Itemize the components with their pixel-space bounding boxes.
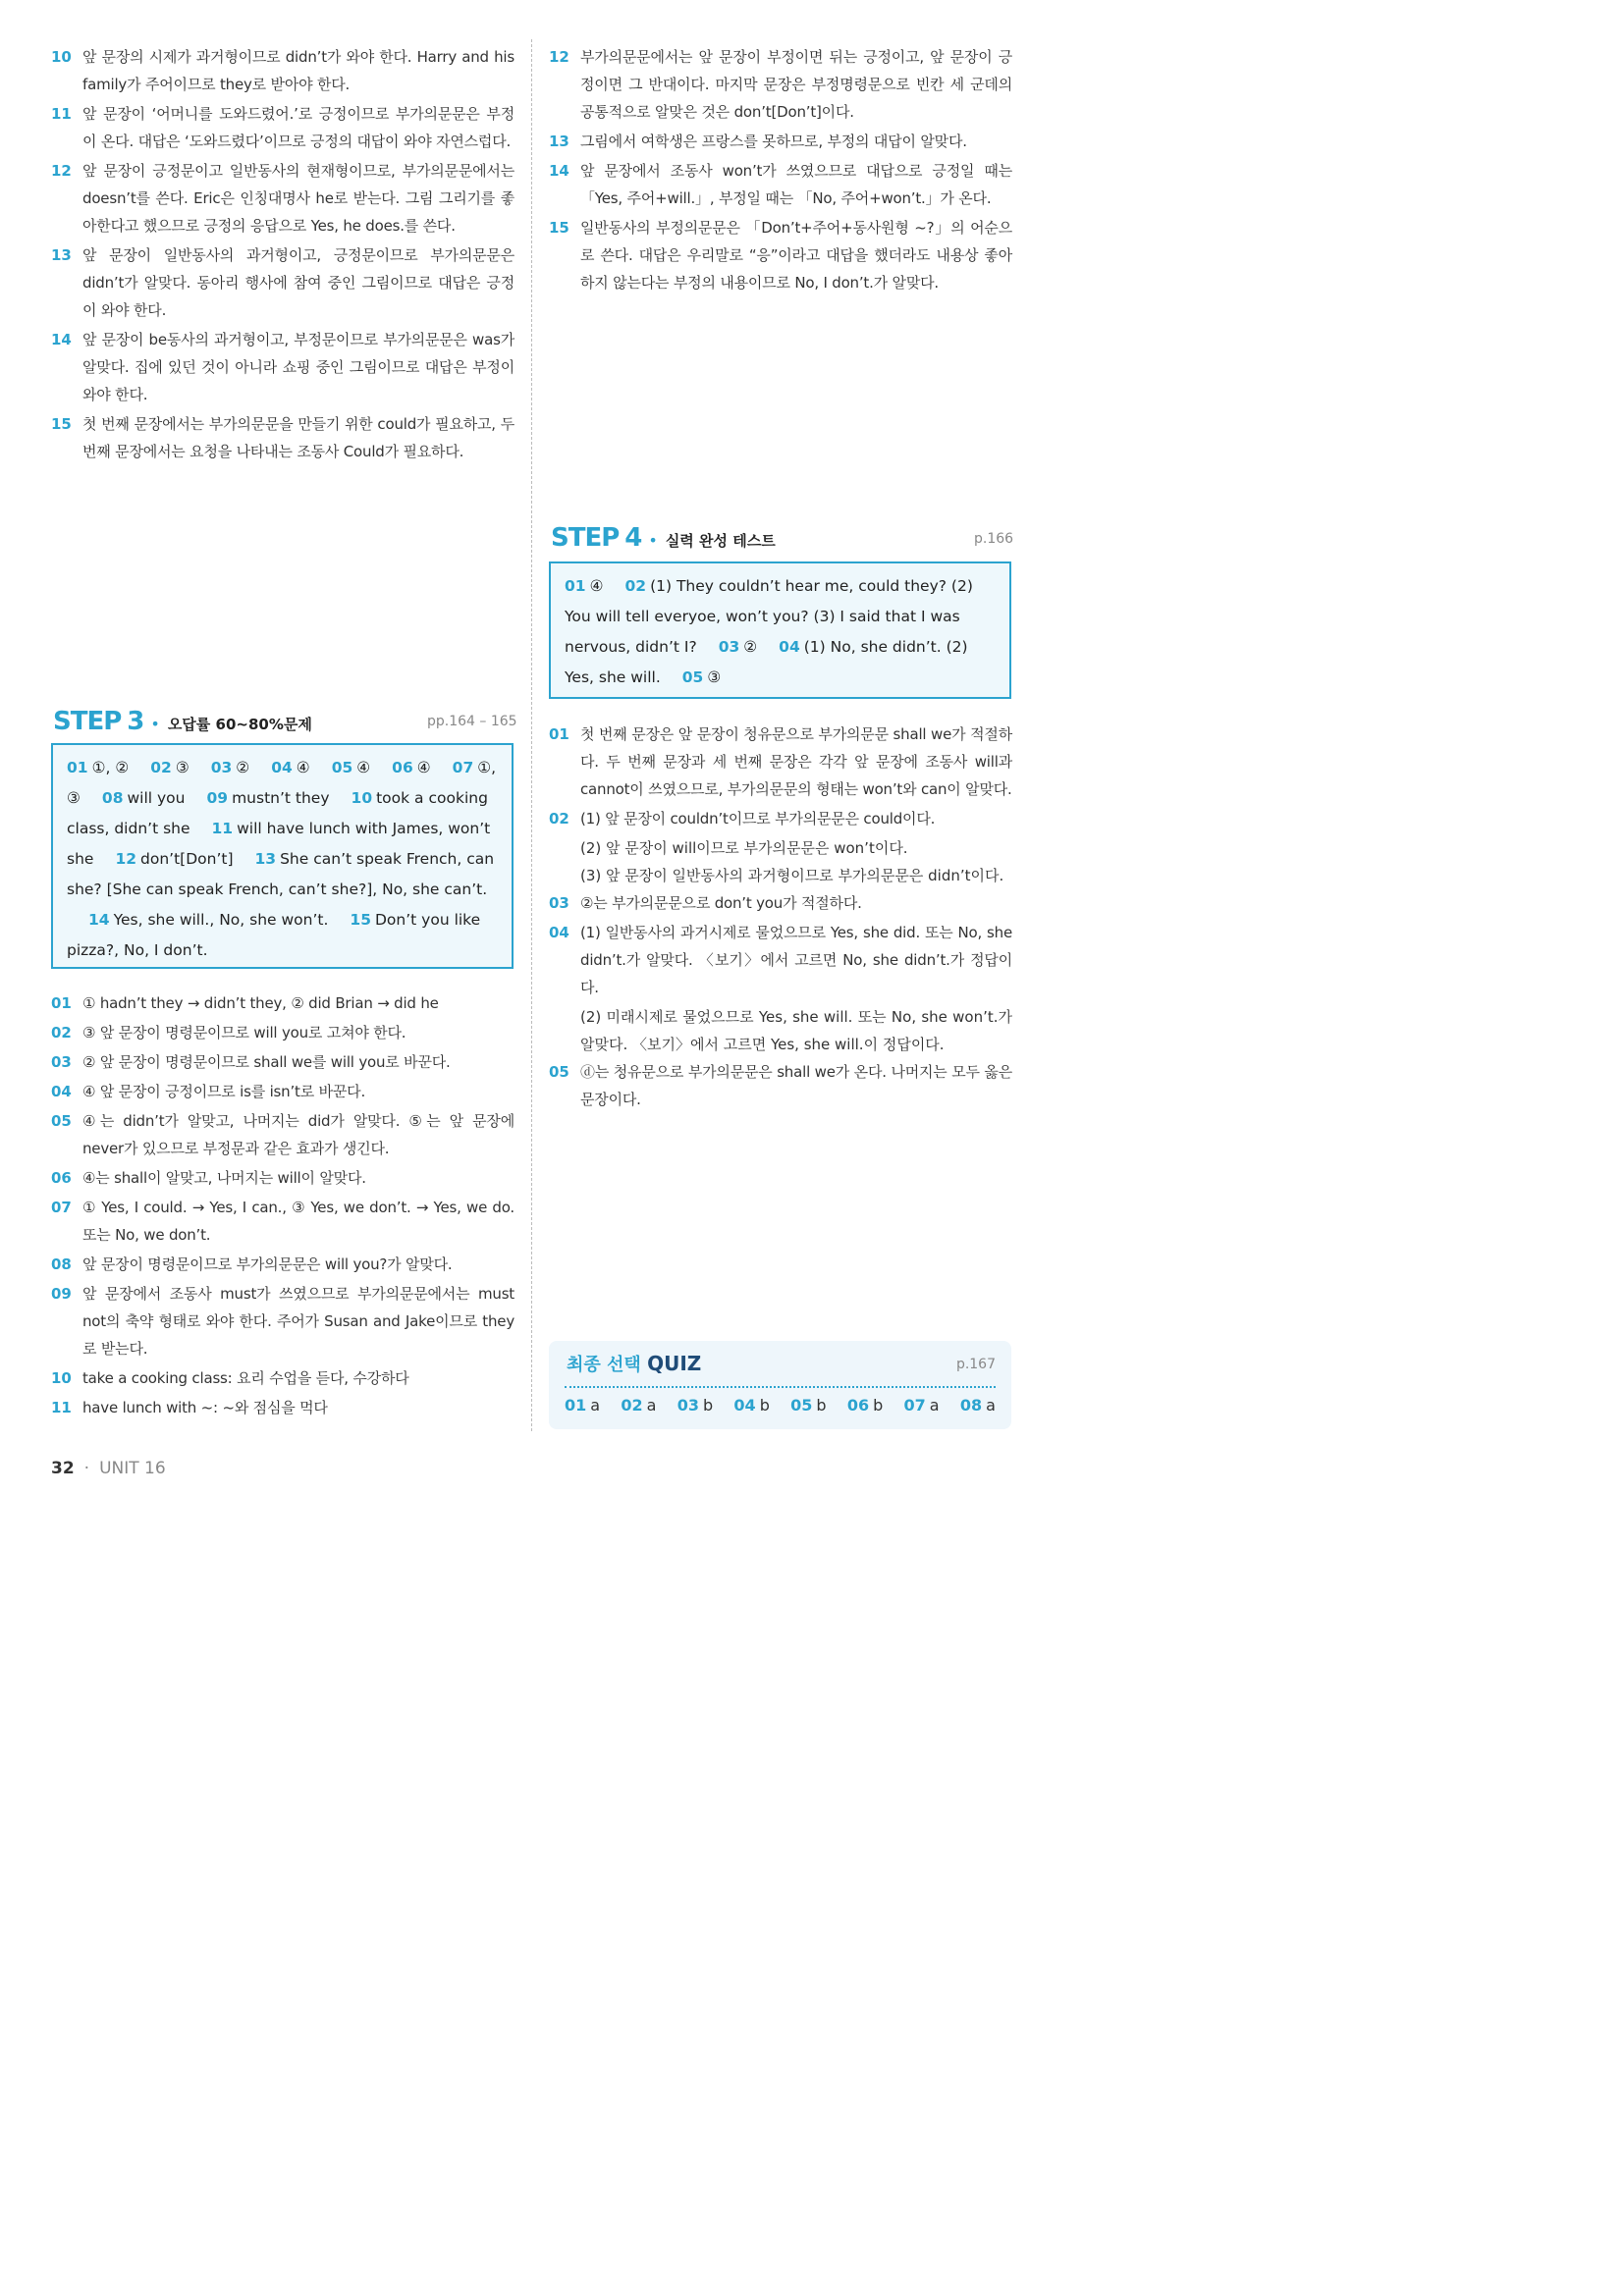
quiz-answer-number: 01 [565, 1396, 587, 1415]
answer-text: Yes, she will., No, she won’t. [113, 911, 329, 929]
item-number: 15 [51, 415, 72, 433]
item-text: ② 앞 문장이 명령문이므로 shall we를 will you로 바꾼다. [82, 1053, 451, 1071]
explanation-subitem [549, 834, 1012, 862]
answer-text: took a cooking class, didn’t she [67, 789, 488, 837]
item-text: 앞 문장이 ‘어머니를 도와드렸어.’로 긍정이므로 부가의문문은 부정이 온다. 대답은 ‘도와드렸다’이므로 긍정의 대답이 와야 자연스럽다. [82, 105, 514, 150]
answer-number: 10 [351, 789, 373, 807]
step4-header [551, 523, 776, 553]
answer-entry [115, 850, 233, 868]
answer-number: 01 [565, 577, 586, 595]
answer-number: 01 [67, 759, 88, 776]
item-text: ②는 부가의문문으로 don’t you가 적절하다. [580, 894, 862, 912]
step3-dot: • [150, 715, 160, 733]
answer-text: Don’t you like pizza?, No, I don’t. [67, 911, 481, 959]
answer-number: 03 [718, 638, 740, 656]
answer-text: ② [743, 638, 758, 656]
step4-subtitle: 실력 완성 테스트 [665, 532, 776, 550]
answer-number: 11 [211, 820, 234, 837]
item-number: 06 [51, 1169, 72, 1187]
answer-entry [207, 789, 330, 807]
column-divider [531, 39, 532, 1431]
explanation-item [51, 157, 514, 240]
answer-entry [392, 759, 430, 776]
subitem-text: (3) 앞 문장이 일반동사의 과거형이므로 부가의문문은 didn’t이다. [580, 867, 1004, 884]
item-text: 일반동사의 부정의문문은 「Don’t+주어+동사원형 ~?」의 어순으로 쓴다. 대답은 우리말로 “응”이라고 대답을 했더라도 내용상 좋아하지 않는다는 부정의 내용이므로 No, I don’t.가 알맞다. [580, 219, 1012, 292]
explanation-item [549, 43, 1012, 126]
answer-text: ④ [356, 759, 371, 776]
answer-number: 15 [350, 911, 371, 929]
item-number: 07 [51, 1199, 72, 1216]
item-text: 첫 번째 문장에서는 부가의문문을 만들기 위한 could가 필요하고, 두 번째 문장에서는 요청을 나타내는 조동사 Could가 필요하다. [82, 415, 514, 460]
explanation-item [549, 919, 1012, 1001]
item-number: 03 [51, 1053, 72, 1071]
step3-subtitle: 오답률 60~80%문제 [167, 716, 312, 733]
answer-number: 02 [624, 577, 647, 595]
explanation-item [51, 100, 514, 155]
quiz-answer [677, 1396, 713, 1415]
item-number: 09 [51, 1285, 72, 1303]
answer-text: ①, ② [91, 759, 130, 776]
item-number: 14 [51, 331, 72, 348]
answer-entry [682, 668, 721, 686]
answer-entry [88, 911, 328, 929]
answer-entry [332, 759, 370, 776]
footer-dot: · [83, 1459, 90, 1478]
explanation-item [549, 889, 1012, 917]
explanation-item [51, 326, 514, 408]
answer-number: 08 [101, 789, 124, 807]
answer-text: ③ [175, 759, 189, 776]
explanation-item [51, 1280, 514, 1362]
answer-text: will you [127, 789, 186, 807]
answer-number: 12 [115, 850, 137, 868]
item-text: 앞 문장에서 조동사 won’t가 쓰였으므로 대답으로 긍정일 때는 「Yes, 주어+will.」, 부정일 때는 「No, 주어+won’t.」가 온다. [580, 162, 1012, 207]
item-text: 그림에서 여학생은 프랑스를 못하므로, 부정의 대답이 알맞다. [580, 133, 967, 150]
right-top-explanations [549, 43, 1012, 298]
answer-text: ④ [416, 759, 431, 776]
unit-label: UNIT 16 [99, 1459, 166, 1478]
answer-text: (1) They couldn’t hear me, could they? (2) You will tell everyoe, won’t you? (3) I said that I was nervous, didn’t I? [565, 577, 973, 656]
item-text: ① hadn’t they → didn’t they, ② did Brian → did he [82, 994, 439, 1012]
item-text: 앞 문장이 be동사의 과거형이고, 부정문이므로 부가의문문은 was가 알맞다. 집에 있던 것이 아니라 쇼핑 중인 그림이므로 대답은 부정이 와야 한다. [82, 331, 514, 403]
item-text: ④ 앞 문장이 긍정이므로 is를 isn’t로 바꾼다. [82, 1083, 366, 1100]
left-top-explanations [51, 43, 514, 467]
quiz-answer [565, 1396, 600, 1415]
quiz-title-quiz: QUIZ [647, 1352, 702, 1375]
quiz-answer-number: 02 [621, 1396, 643, 1415]
item-number: 03 [549, 894, 569, 912]
answer-text: ② [236, 759, 250, 776]
explanation-item [51, 989, 514, 1017]
explanation-item [51, 1107, 514, 1162]
item-number: 13 [549, 133, 569, 150]
quiz-answer-choice: a [986, 1396, 996, 1415]
item-number: 11 [51, 1399, 72, 1416]
answer-entry [102, 789, 186, 807]
explanation-item [51, 1364, 514, 1392]
explanation-item [51, 241, 514, 324]
subitem-text: (2) 미래시제로 물었으므로 Yes, she will. 또는 No, she won’t.가 알맞다. 〈보기〉에서 고르면 Yes, she will.이 정답이다. [580, 1008, 1012, 1053]
answer-entry [271, 759, 309, 776]
step4-number: 4 [624, 523, 643, 553]
answer-number: 14 [88, 911, 110, 929]
item-text: 첫 번째 문장은 앞 문장이 청유문으로 부가의문문 shall we가 적절하다. 두 번째 문장과 세 번째 문장은 각각 앞 문장에 조동사 will과 cannot이 쓰였으므로, 부가의문문의 형태는 won’t와 can이 알맞다. [580, 725, 1012, 798]
quiz-answer [621, 1396, 656, 1415]
quiz-answer-choice: a [929, 1396, 940, 1415]
item-number: 12 [549, 48, 569, 66]
quiz-answer-number: 07 [903, 1396, 926, 1415]
item-text: ① Yes, I could. → Yes, I can., ③ Yes, we don’t. → Yes, we do. 또는 No, we don’t. [82, 1199, 514, 1244]
answer-entry [719, 638, 757, 656]
answer-text: don’t[Don’t] [140, 850, 234, 868]
item-number: 01 [51, 994, 72, 1012]
item-number: 05 [549, 1063, 569, 1081]
explanation-item [549, 214, 1012, 296]
answer-entry [211, 759, 249, 776]
explanation-subitem [549, 862, 1012, 889]
step4-word: STEP [551, 523, 620, 553]
quiz-answer-number: 08 [959, 1396, 983, 1415]
answer-number: 05 [681, 668, 704, 686]
explanation-subitem [549, 1003, 1012, 1058]
quiz-answer-number: 04 [733, 1396, 756, 1415]
quiz-answer-choice: a [590, 1396, 601, 1415]
quiz-answer [904, 1396, 940, 1415]
item-number: 02 [51, 1024, 72, 1041]
answer-number: 04 [271, 759, 293, 776]
explanation-item [549, 128, 1012, 155]
answer-text: will have lunch with James, won’t she [67, 820, 491, 868]
quiz-answer [790, 1396, 826, 1415]
quiz-answer-choice: b [702, 1396, 714, 1415]
quiz-page-ref: p.167 [955, 1357, 996, 1372]
item-text: (1) 앞 문장이 couldn’t이므로 부가의문문은 could이다. [580, 810, 936, 828]
explanation-item [51, 410, 514, 465]
answer-entry [565, 577, 603, 595]
answer-number: 13 [254, 850, 277, 868]
explanation-item [549, 157, 1012, 212]
explanation-item [51, 1194, 514, 1249]
quiz-answer [733, 1396, 769, 1415]
explanation-item [51, 1164, 514, 1192]
step3-word: STEP [53, 707, 122, 736]
page-footer [51, 1459, 166, 1478]
quiz-answer-choice: b [759, 1396, 770, 1415]
quiz-answer [847, 1396, 883, 1415]
item-text: 앞 문장이 명령문이므로 부가의문문은 will you?가 알맞다. [82, 1255, 453, 1273]
subitem-text: (2) 앞 문장이 will이므로 부가의문문은 won’t이다. [580, 839, 908, 857]
answer-entry [150, 759, 189, 776]
answer-number: 07 [452, 759, 474, 776]
item-number: 02 [549, 810, 569, 828]
quiz-answer [960, 1396, 996, 1415]
answer-number: 05 [331, 759, 353, 776]
step4-page-ref: p.166 [974, 531, 1014, 547]
answer-text: (1) No, she didn’t. (2) Yes, she will. [565, 638, 968, 686]
answer-number: 06 [392, 759, 413, 776]
explanation-item [51, 1251, 514, 1278]
explanation-item [549, 1058, 1012, 1113]
item-text: (1) 일반동사의 과거시제로 물었으므로 Yes, she did. 또는 No, she didn’t.가 알맞다. 〈보기〉에서 고르면 No, she didn’t.가 정답이다. [580, 924, 1012, 996]
item-number: 15 [549, 219, 569, 237]
explanation-item [549, 721, 1012, 803]
explanation-item [51, 1394, 514, 1421]
explanation-item [549, 805, 1012, 832]
final-quiz-box [549, 1341, 1011, 1429]
step3-explanations [51, 989, 514, 1423]
answer-number: 02 [150, 759, 172, 776]
answer-text: She can’t speak French, can she? [She can speak French, can’t she?], No, she can’t. [67, 850, 495, 898]
item-number: 13 [51, 246, 72, 264]
item-number: 01 [549, 725, 569, 743]
item-number: 08 [51, 1255, 72, 1273]
answer-text: ①, ③ [67, 759, 497, 807]
item-number: 10 [51, 48, 72, 66]
explanation-item [51, 1048, 514, 1076]
quiz-answer-choice: a [646, 1396, 657, 1415]
item-number: 04 [549, 924, 569, 941]
item-text: 앞 문장이 긍정문이고 일반동사의 현재형이므로, 부가의문문에서는 doesn’t를 쓴다. Eric은 인칭대명사 he로 받는다. 그림 그리기를 좋아한다고 했으므로 긍정의 응답으로 Yes, he does.를 쓴다. [82, 162, 514, 235]
step3-answer-box [51, 743, 514, 969]
step3-number: 3 [127, 707, 145, 736]
item-text: ④는 didn’t가 알맞고, 나머지는 did가 알맞다. ⑤는 앞 문장에 never가 있으므로 부정문과 같은 효과가 생긴다. [82, 1112, 514, 1157]
quiz-title-korean: 최종 선택 [567, 1355, 641, 1375]
item-number: 11 [51, 105, 72, 123]
answer-entry [67, 759, 129, 776]
item-text: take a cooking class: 요리 수업을 듣다, 수강하다 [82, 1369, 409, 1387]
answer-number: 04 [779, 638, 800, 656]
quiz-answer-choice: b [816, 1396, 827, 1415]
explanation-item [51, 43, 514, 98]
quiz-title [567, 1351, 701, 1376]
step4-dot: • [648, 531, 658, 550]
item-text: ④는 shall이 알맞고, 나머지는 will이 알맞다. [82, 1169, 366, 1187]
item-number: 12 [51, 162, 72, 180]
explanation-item [51, 1019, 514, 1046]
item-number: 14 [549, 162, 569, 180]
item-text: 앞 문장이 일반동사의 과거형이고, 긍정문이므로 부가의문문은 didn’t가 알맞다. 동아리 행사에 참여 중인 그림이므로 대답은 긍정이 와야 한다. [82, 246, 514, 319]
page-number: 32 [51, 1459, 75, 1478]
item-text: 부가의문문에서는 앞 문장이 부정이면 뒤는 긍정이고, 앞 문장이 긍정이면 그 반대이다. 마지막 문장은 부정명령문으로 빈칸 세 군데의 공통적으로 알맞은 것은 don’t[Don’t]이다. [580, 48, 1012, 121]
quiz-answer-number: 06 [846, 1396, 870, 1415]
step3-page-ref: pp.164 – 165 [427, 714, 517, 729]
step4-answer-box [549, 561, 1011, 699]
item-number: 10 [51, 1369, 72, 1387]
item-text: 앞 문장의 시제가 과거형이므로 didn’t가 와야 한다. Harry and his family가 주어이므로 they로 받아야 한다. [82, 48, 514, 93]
answer-number: 03 [210, 759, 233, 776]
item-number: 05 [51, 1112, 72, 1130]
item-text: have lunch with ~: ~와 점심을 먹다 [82, 1399, 328, 1416]
item-number: 04 [51, 1083, 72, 1100]
step4-explanations [549, 721, 1012, 1115]
item-text: 앞 문장에서 조동사 must가 쓰였으므로 부가의문문에서는 must not의 축약 형태로 와야 한다. 주어가 Susan and Jake이므로 they로 받는다. [82, 1285, 514, 1358]
explanation-item [51, 1078, 514, 1105]
item-text: ③ 앞 문장이 명령문이므로 will you로 고쳐야 한다. [82, 1024, 406, 1041]
quiz-answer-number: 05 [790, 1396, 813, 1415]
quiz-dotted-line [565, 1386, 996, 1388]
answer-text: ③ [707, 668, 722, 686]
item-text: ⓓ는 청유문으로 부가의문문은 shall we가 온다. 나머지는 모두 옳은 문장이다. [580, 1063, 1012, 1108]
step3-header [53, 707, 312, 736]
quiz-answer-choice: b [873, 1396, 884, 1415]
quiz-answer-number: 03 [677, 1396, 699, 1415]
answer-text: mustn’t they [232, 789, 330, 807]
answer-text: ④ [589, 577, 604, 595]
answer-text: ④ [296, 759, 310, 776]
quiz-answers [565, 1396, 996, 1415]
answer-number: 09 [206, 789, 229, 807]
